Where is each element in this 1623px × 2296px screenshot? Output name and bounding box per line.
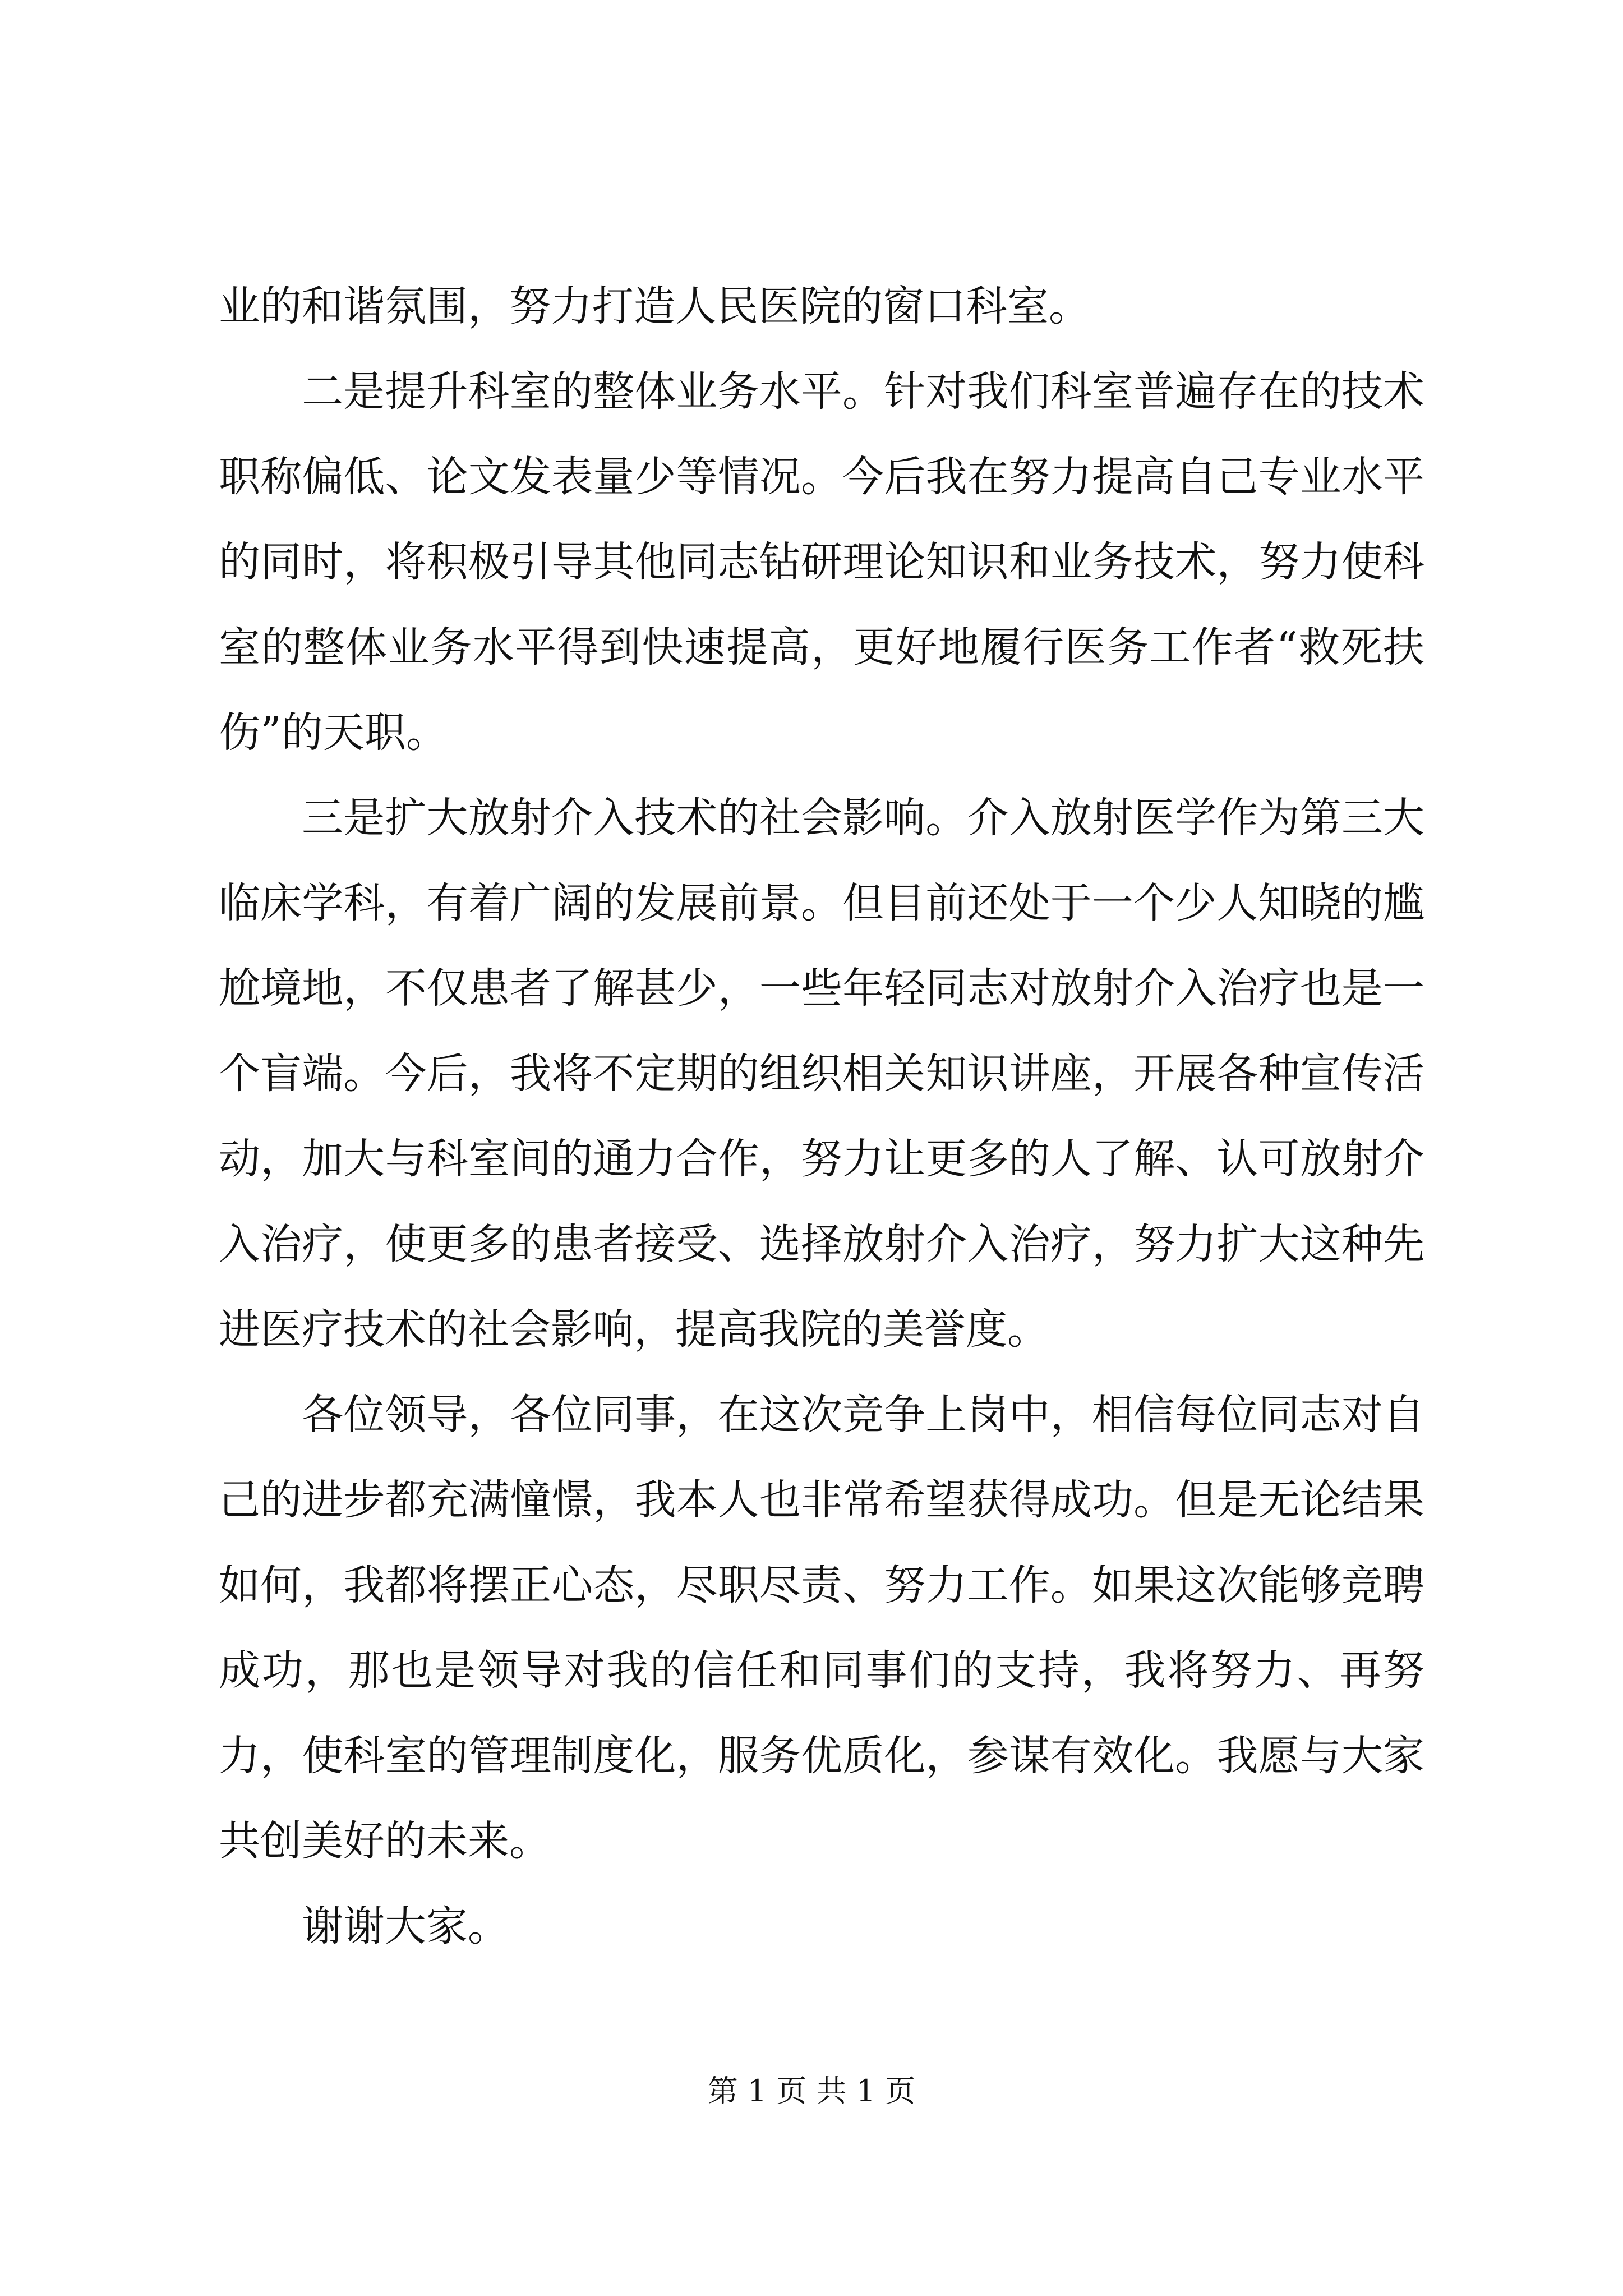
page-number-footer: 第 1 页 共 1 页 bbox=[707, 2073, 916, 2109]
paragraph-expand-influence: 三是扩大放射介入技术的社会影响。介入放射医学作为第三大临床学科，有着广阔的发展前景。但目前还处于一个少人知晓的尴尬境地，不仅患者了解甚少，一些年轻同志对放射介入治疗也是一个盲端。今后，我将不定期的组织相关知识讲座，开展各种宣传活动，加大与科室间的通力合作，努力让更多的人了解、认可放射介入治疗，使更多的患者接受、选择放射介入治疗，努力扩大这种先进医疗技术的社会影响，提高我院的美誉度。 bbox=[219, 794, 1424, 1354]
paragraph-closing-remarks: 各位领导，各位同事，在这次竞争上岗中，相信每位同志对自己的进步都充满憧憬，我本人也非常希望获得成功。但是无论结果如何，我都将摆正心态，尽职尽责、努力工作。如果这次能够竞聘成功，那也是领导对我的信任和同事们的支持，我将努力、再努力，使科室的管理制度化，服务优质化，参谋有效化。我愿与大家共创美好的未来。 bbox=[219, 1391, 1424, 1865]
document-body bbox=[219, 264, 1424, 1969]
paragraph-thanks: 谢谢大家。 bbox=[302, 1902, 509, 1950]
paragraph-continuation: 业的和谐氛围，努力打造人民医院的窗口科室。 bbox=[219, 282, 1090, 330]
paragraph-improve-business-level: 二是提升科室的整体业务水平。针对我们科室普遍存在的技术职称偏低、论文发表量少等情况。今后我在努力提高自己专业水平的同时，将积极引导其他同志钻研理论知识和业务技术，努力使科室的整体业务水平得到快速提高，更好地履行医务工作者“救死扶伤”的天职。 bbox=[219, 367, 1424, 757]
